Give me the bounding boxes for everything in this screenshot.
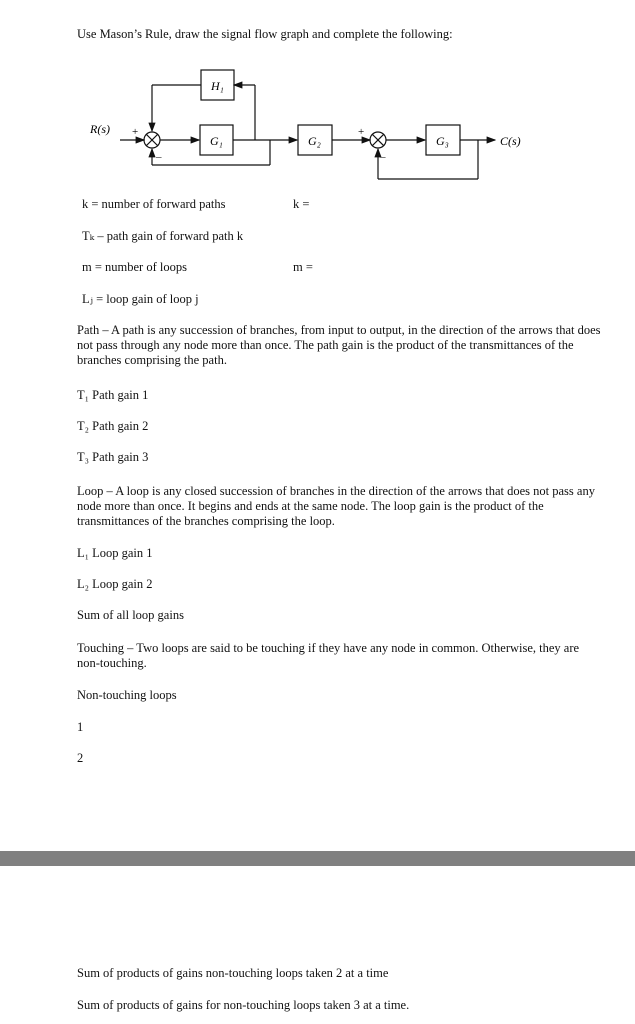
k-definition: k = number of forward paths [82, 197, 226, 211]
output-label: C(s) [500, 134, 521, 148]
sum-nontouching-2[interactable]: Sum of products of gains non-touching loops taken 2 at a time [77, 966, 389, 980]
sum-nontouching-3[interactable]: Sum of products of gains for non-touching loops taken 3 at a time. [77, 998, 410, 1012]
block-g1-label: G₁ [210, 134, 223, 148]
lj-definition: Lⱼ = loop gain of loop j [82, 292, 199, 306]
page-divider [0, 851, 635, 866]
nontouching-item-1[interactable]: 1 [77, 720, 84, 734]
loop-definition: Loop – A loop is any closed succession of branches in the direction of the arrows that does not pass any node more than once. It begins and ends at the same node. The loop gain is the product of the transmittances of the branches comprising the loop. [77, 484, 595, 528]
sum2-plus-sign: + [358, 126, 365, 138]
sum-of-loop-gains[interactable]: Sum of all loop gains [77, 608, 184, 622]
loop-gain-1[interactable]: L₁ Loop gain 1 [77, 546, 153, 560]
touching-definition: Touching – Two loops are said to be touching if they have any node in common. Otherwise, they are non-touching. [77, 641, 580, 670]
sum1-minus-sign: – [156, 151, 162, 163]
block-h1-label: H₁ [211, 79, 224, 93]
m-answer-blank[interactable]: m = [293, 260, 313, 274]
block-diagram [70, 55, 590, 185]
sum2-minus-sign: – [380, 151, 386, 163]
path-gain-1[interactable]: T₁ Path gain 1 [77, 388, 149, 402]
sum1-plus-sign: + [132, 126, 139, 138]
block-g2-label: G₂ [308, 134, 321, 148]
loop-gain-2[interactable]: L₂ Loop gain 2 [77, 577, 153, 591]
input-label: R(s) [90, 122, 110, 136]
path-gain-3[interactable]: T₃ Path gain 3 [77, 450, 149, 464]
path-definition: Path – A path is any succession of branches, from input to output, in the direction of the arrows that does not pass through any node more than once. The path gain is the product of the transmittances of the branches comprising the path. [77, 323, 601, 367]
worksheet-title: Use Mason’s Rule, draw the signal flow graph and complete the following: [77, 27, 453, 41]
block-g3-label: G₃ [436, 134, 449, 148]
nontouching-heading: Non-touching loops [77, 688, 177, 702]
path-gain-2[interactable]: T₂ Path gain 2 [77, 419, 149, 433]
nontouching-item-2[interactable]: 2 [77, 751, 84, 765]
tk-definition: Tₖ – path gain of forward path k [82, 229, 244, 243]
m-definition: m = number of loops [82, 260, 187, 274]
k-answer-blank[interactable]: k = [293, 197, 310, 211]
